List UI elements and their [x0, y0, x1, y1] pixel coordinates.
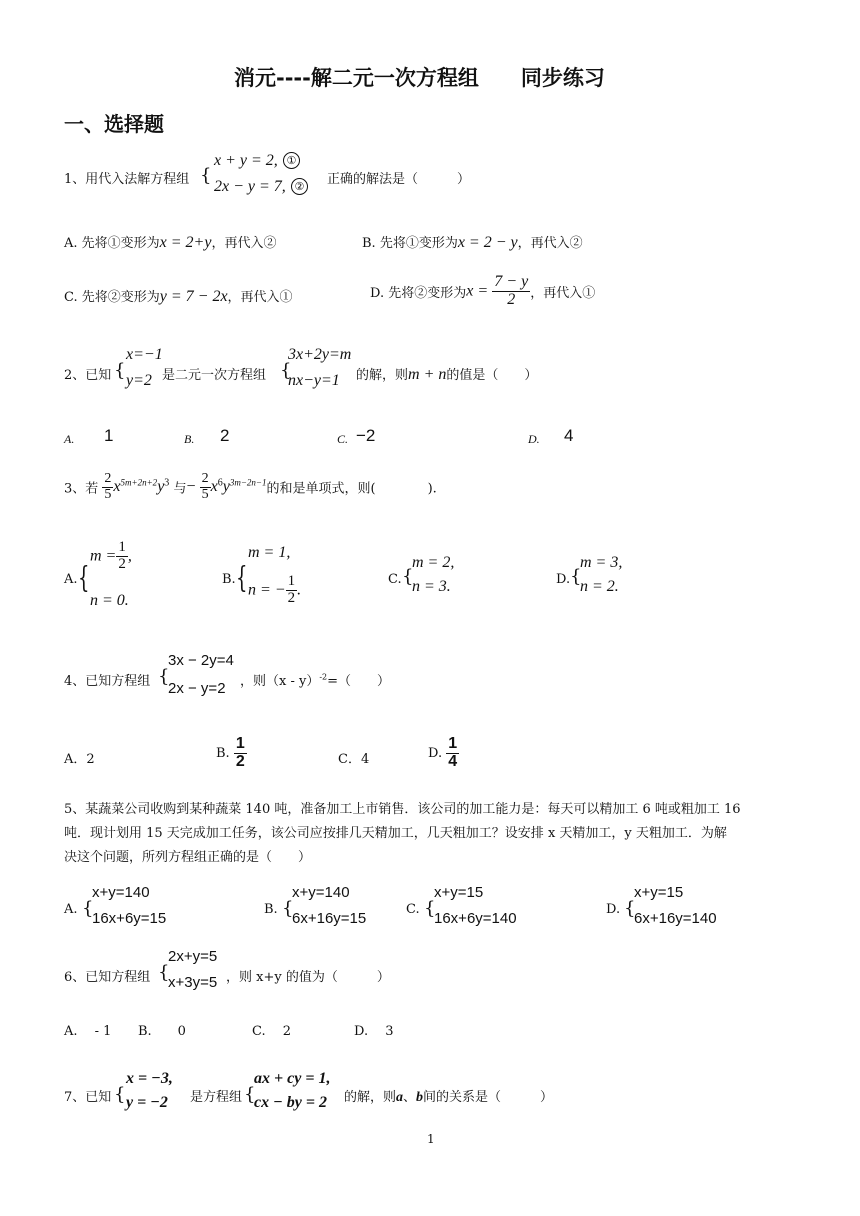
brace-icon: {	[158, 962, 170, 983]
q1-option-c: C. 先将②变形为y = 7 − 2x，再代入①	[64, 288, 293, 305]
q1-option-d: D. 先将②变形为x = $\frac{7 - y}{2}$ ，再代入①	[370, 273, 596, 308]
brace-icon: {	[200, 165, 212, 186]
q2-option-d-value: 4	[564, 426, 574, 445]
q6-option-a: A. - 1	[64, 1024, 112, 1039]
q6-equation-system: { 2x+y=5 x+3y=5	[158, 948, 218, 991]
q2-option-a-value: 1	[104, 426, 114, 445]
q6-option-c: C. 2	[252, 1024, 292, 1039]
brace-icon: {	[624, 898, 636, 919]
brace-icon: {	[424, 898, 436, 919]
q3-option-d: { m = 3, n = 2.	[570, 554, 623, 595]
brace-icon: {	[82, 898, 94, 919]
brace-icon: {	[244, 1084, 256, 1105]
q5-option-b-label: B.	[264, 902, 278, 917]
q2-option-c: C.	[337, 432, 349, 446]
q6-stem-suffix: ，则 x+y 的值为（ ）	[226, 970, 390, 985]
q1-d-fraction: $\frac{7 - y}{2}$	[494, 273, 529, 308]
brace-icon: {	[236, 562, 248, 596]
q1-stem-prefix: 1、用代入法解方程组	[64, 172, 190, 187]
q2-option-b: B.	[184, 432, 195, 446]
q3-option-a-label: A.	[64, 572, 78, 587]
q4-stem-prefix: 4、已知方程组	[64, 674, 151, 689]
q2-equation-system: { 3x+2y=m nx−y=1	[280, 346, 352, 389]
q5-line-2: 吨．现计划用 15 天完成加工任务，该公司应按排几天精加工，几天粗加工？设安排 x 天精加工，y 天粗加工．为解	[64, 826, 727, 841]
q3-stem: 3、若 $\frac{2}{5}$ $x^{5m+2n+2}y^3$ 与− $\frac{2}{5}$ $x^6y^{3m-2n-1}$的和是单项式，则( ).	[64, 471, 437, 502]
q5-option-a: { x+y=140 16x+6y=15	[82, 884, 167, 927]
brace-icon: {	[114, 1084, 126, 1105]
q4-option-a: A．2	[64, 752, 95, 767]
page-number: 1	[427, 1132, 435, 1146]
brace-icon: {	[114, 360, 126, 381]
page-title: 消元----解二元一次方程组 同步练习	[234, 66, 605, 90]
q5-option-a-label: A.	[64, 902, 78, 917]
q4-stem-suffix: ，则（x - y）$^{-2}$=（ ）	[240, 672, 391, 689]
q5-line-3: 决这个问题，所列方程组正确的是（ ）	[64, 850, 312, 865]
brace-icon: {	[78, 562, 90, 596]
q3-option-a: { m = $\frac{1}{2}$ , n = 0.	[78, 539, 132, 609]
q2-option-d: D.	[528, 432, 540, 446]
brace-icon: {	[570, 566, 582, 587]
brace-icon: {	[280, 360, 292, 381]
q5-option-b: { x+y=140 6x+16y=15	[282, 884, 367, 927]
circled-1-icon: ①	[283, 152, 300, 169]
q3-option-c-label: C.	[388, 572, 402, 587]
q2-solution-system: { x=−1 y=2	[114, 346, 163, 389]
q1-stem-suffix: 正确的解法是（ ）	[327, 172, 471, 187]
q1-option-a: A. 先将①变形为x = 2+y，再代入②	[64, 234, 277, 251]
q3-option-c: { m = 2, n = 3.	[402, 554, 455, 595]
q2-suffix: 的解，则m + n的值是（ ）	[356, 366, 538, 383]
q5-line-1: 5、某蔬菜公司收购到某种蔬菜 140 吨，准备加工上市销售．该公司的加工能力是：每天可以精加工 6 吨或粗加工 16	[64, 802, 741, 817]
q7-solution-system: { x = −3, y = −2	[114, 1070, 173, 1111]
q2-stem-prefix: 2、已知	[64, 368, 112, 383]
q2-mid: 是二元一次方程组	[162, 368, 267, 383]
circled-2-icon: ②	[291, 178, 308, 195]
section-heading: 一、选择题	[64, 112, 164, 136]
q4-option-b: B. $\frac{1}{2}$	[216, 735, 245, 770]
q3-option-b: { m = 1, n = − $\frac{1}{2}$ .	[236, 544, 302, 606]
brace-icon: {	[282, 898, 294, 919]
q2-option-c-value: −2	[356, 426, 376, 445]
q7-stem-prefix: 7、已知	[64, 1090, 112, 1105]
q5-option-d-label: D.	[606, 902, 621, 917]
q7-stem-suffix: 的解，则a、b间的关系是（ ）	[344, 1090, 554, 1105]
q2-option-a: A.	[64, 432, 75, 446]
q3-option-d-label: D.	[556, 572, 571, 587]
q6-stem-prefix: 6、已知方程组	[64, 970, 151, 985]
q7-mid: 是方程组	[190, 1090, 243, 1105]
q3-option-b-label: B.	[222, 572, 236, 587]
brace-icon: {	[402, 566, 414, 587]
q5-option-d: { x+y=15 6x+16y=140	[624, 884, 717, 927]
q6-option-d: D. 3	[354, 1024, 394, 1039]
q1-option-b: B. 先将①变形为x = 2 − y，再代入②	[362, 234, 583, 251]
brace-icon: {	[158, 666, 170, 687]
q6-option-b: B. 0	[138, 1024, 186, 1039]
q5-option-c: { x+y=15 16x+6y=140	[424, 884, 517, 927]
q1-equation-system: { x + y = 2, ① 2x − y = 7, ②	[200, 150, 320, 200]
q4-equation-system: { 3x − 2y=4 2x − y=2	[158, 652, 234, 697]
q2-option-b-value: 2	[220, 426, 230, 445]
q4-option-c: C．4	[338, 752, 370, 767]
q4-option-d: D. $\frac{1}{4}$	[428, 735, 458, 770]
q7-equation-system: { ax + cy = 1, cx − by = 2	[244, 1070, 331, 1111]
q5-option-c-label: C.	[406, 902, 420, 917]
